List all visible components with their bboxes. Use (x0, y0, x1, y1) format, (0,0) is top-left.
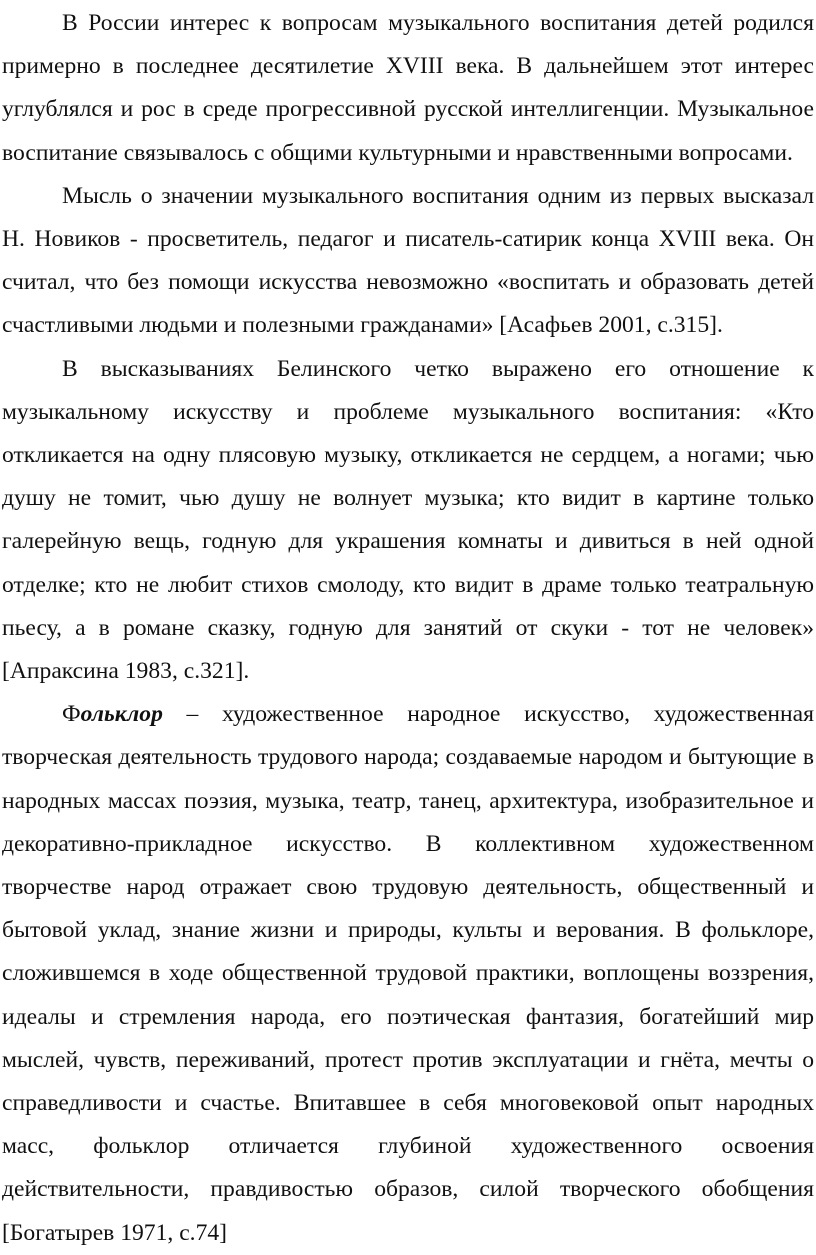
folklore-term-first-letter: Ф (62, 701, 81, 728)
folklore-term-rest: ольклор (80, 701, 163, 728)
paragraph-folklore-definition (2, 693, 814, 1255)
folklore-definition-text: – художественное народное искусство, художественная творческая деятельность трудового народа; создаваемые народом и бытующие в народных массах поэзия, музыка, театр, танец, архитектура, изобразительное и декоративно-прикладное искусство. В коллективном художественном творчестве народ отражает свою трудовую деятельность, общественный и бытовой уклад, знание жизни и природы, культы и верования. В фольклоре, сложившемся в ходе общественной трудовой практики, воплощены воззрения, идеалы и стремления народа, его поэтическая фантазия, богатейший мир мыслей, чувств, переживаний, протест против эксплуатации и гнёта, мечты о справедливости и счастье. Впитавшее в себя многовековой опыт народных масс, фольклор отличается глубиной художественного освоения действительности, правдивостью образов, силой творческого обобщения [Богатырев 1971, с.74] (2, 701, 814, 1246)
paragraph-belinsky: В высказываниях Белинского четко выражено его отношение к музыкальному искусству и проблеме музыкального воспитания: «Кто откликается на одну плясовую музыку, откликается не сердцем, а ногами; чью душу не томит, чью душу не волнует музыка; кто видит в картине только галерейную вещь, годную для украшения комнаты и дивиться в ней одной отделке; кто не любит стихов смолоду, кто видит в драме только театральную пьесу, а в романе сказку, годную для занятий от скуки - тот не человек» [Апраксина 1983, с.321]. (2, 355, 814, 685)
paragraph-music-education-history: В России интерес к вопросам музыкального воспитания детей родился примерно в последнее десятилетие XVIII века. В дальнейшем этот интерес углублялся и рос в среде прогрессивной русской интеллигенции. Музыкальное воспитание связывалось с общими культурными и нравственными вопросами. (2, 10, 814, 166)
paragraph-novikov: Мысль о значении музыкального воспитания одним из первых высказал Н. Новиков - просветитель, педагог и писатель-сатирик конца XVIII века. Он считал, что без помощи искусства невозможно «воспитать и образовать детей счастливыми людьми и полезными гражданами» [Асафьев 2001, с.315]. (2, 182, 814, 339)
